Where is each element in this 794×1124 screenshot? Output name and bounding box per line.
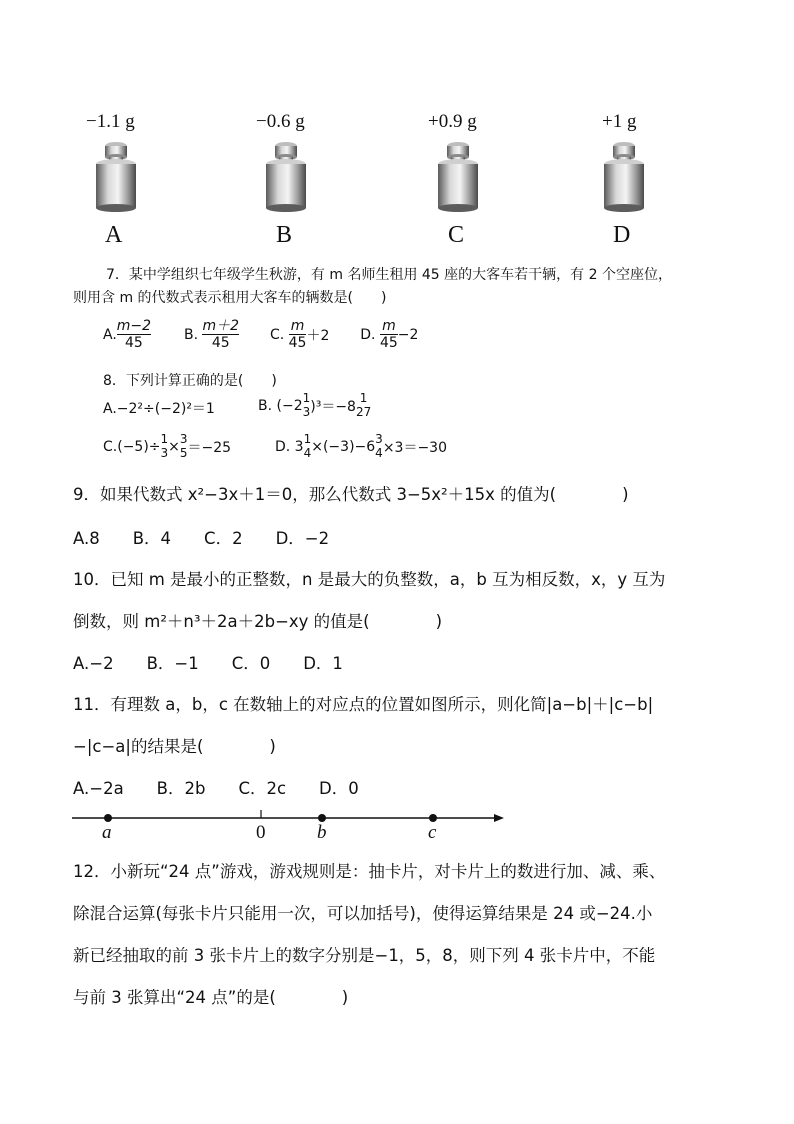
weight-b-letter: B [276, 222, 293, 248]
weight-c-letter: C [448, 222, 465, 248]
q8-option-b: B. (−2 1 3 )³＝−8 1 27 [258, 391, 372, 419]
weight-a-icon [95, 138, 137, 214]
weight-a-letter: A [105, 222, 123, 248]
weight-c-icon [437, 138, 479, 214]
q12-line2: 除混合运算(每张卡片只能用一次，可以加括号)，使得运算结果是 24 或−24.小 [73, 904, 653, 923]
weight-d-label: +1 g [602, 111, 637, 132]
point-c [429, 814, 437, 822]
q7-line1: 7．某中学组织七年级学生秋游，有 m 名师生租用 45 座的大客车若干辆，有 2 个空座位， [106, 267, 672, 283]
q12-line3: 新已经抽取的前 3 张卡片上的数字分别是−1，5，8，则下列 4 张卡片中，不能 [73, 946, 656, 965]
q10-line1: 10．已知 m 是最小的正整数，n 是最大的负整数，a，b 互为相反数，x，y 互为 [73, 570, 666, 589]
q8-option-a: A.−2²÷(−2)²＝1 [103, 401, 215, 417]
label-b: b [317, 822, 327, 843]
q11-line1: 11．有理数 a，b，c 在数轴上的对应点的位置如图所示，则化简|a−b|＋|c−b| [73, 695, 654, 714]
q9-stem: 9．如果代数式 x²−3x＋1＝0，那么代数式 3−5x²＋15x 的值为( ) [73, 485, 629, 504]
number-line-arrow-icon [494, 814, 504, 822]
q7-option-c: C. $\frac{m}{45}$ ＋2 [269, 318, 330, 352]
point-a [104, 814, 112, 822]
q9-options: A.8 B．4 C．2 D．−2 [73, 529, 330, 548]
q8-option-c: C.(−5)÷ 1 3 × 3 5 ＝−25 [103, 432, 232, 460]
weight-c-label: +0.9 g [428, 111, 477, 132]
label-c: c [428, 822, 437, 843]
q12-line1: 12．小新玩“24 点”游戏，游戏规则是：抽卡片，对卡片上的数进行加、减、乘、 [73, 862, 666, 881]
q7-option-d: D. $\frac{m}{45}$ −2 [360, 318, 419, 352]
number-line [68, 804, 508, 848]
point-b [318, 814, 326, 822]
label-zero: 0 [256, 822, 266, 843]
weight-a-label: −1.1 g [86, 111, 135, 132]
weight-d-icon [603, 138, 645, 214]
q8-option-d: D. 3 1 4 ×(−3)−6 3 4 ×3＝−30 [275, 432, 447, 460]
q7-line2: 则用含 m 的代数式表示租用大客车的辆数是( ) [73, 290, 387, 306]
weight-b-label: −0.6 g [256, 111, 305, 132]
q7-options [103, 318, 418, 351]
weight-b-icon [265, 138, 307, 214]
q12-line4: 与前 3 张算出“24 点”的是( ) [73, 988, 349, 1007]
q7-option-a: A. $\frac{m-2}{45}$ [103, 318, 152, 352]
label-a: a [102, 822, 112, 843]
q10-line2: 倒数，则 m²＋n³＋2a＋2b−xy 的值是( ) [73, 612, 443, 631]
weight-d-letter: D [613, 222, 631, 248]
q11-line2: −|c−a|的结果是( ) [73, 737, 276, 756]
q10-options: A.−2 B．−1 C．0 D．1 [73, 654, 343, 673]
q11-options: A.−2a B．2b C．2c D．0 [73, 779, 359, 798]
q7-option-b: B. $\frac{m+2}{45}$ [183, 318, 240, 352]
q8-stem: 8．下列计算正确的是( ) [103, 373, 277, 389]
